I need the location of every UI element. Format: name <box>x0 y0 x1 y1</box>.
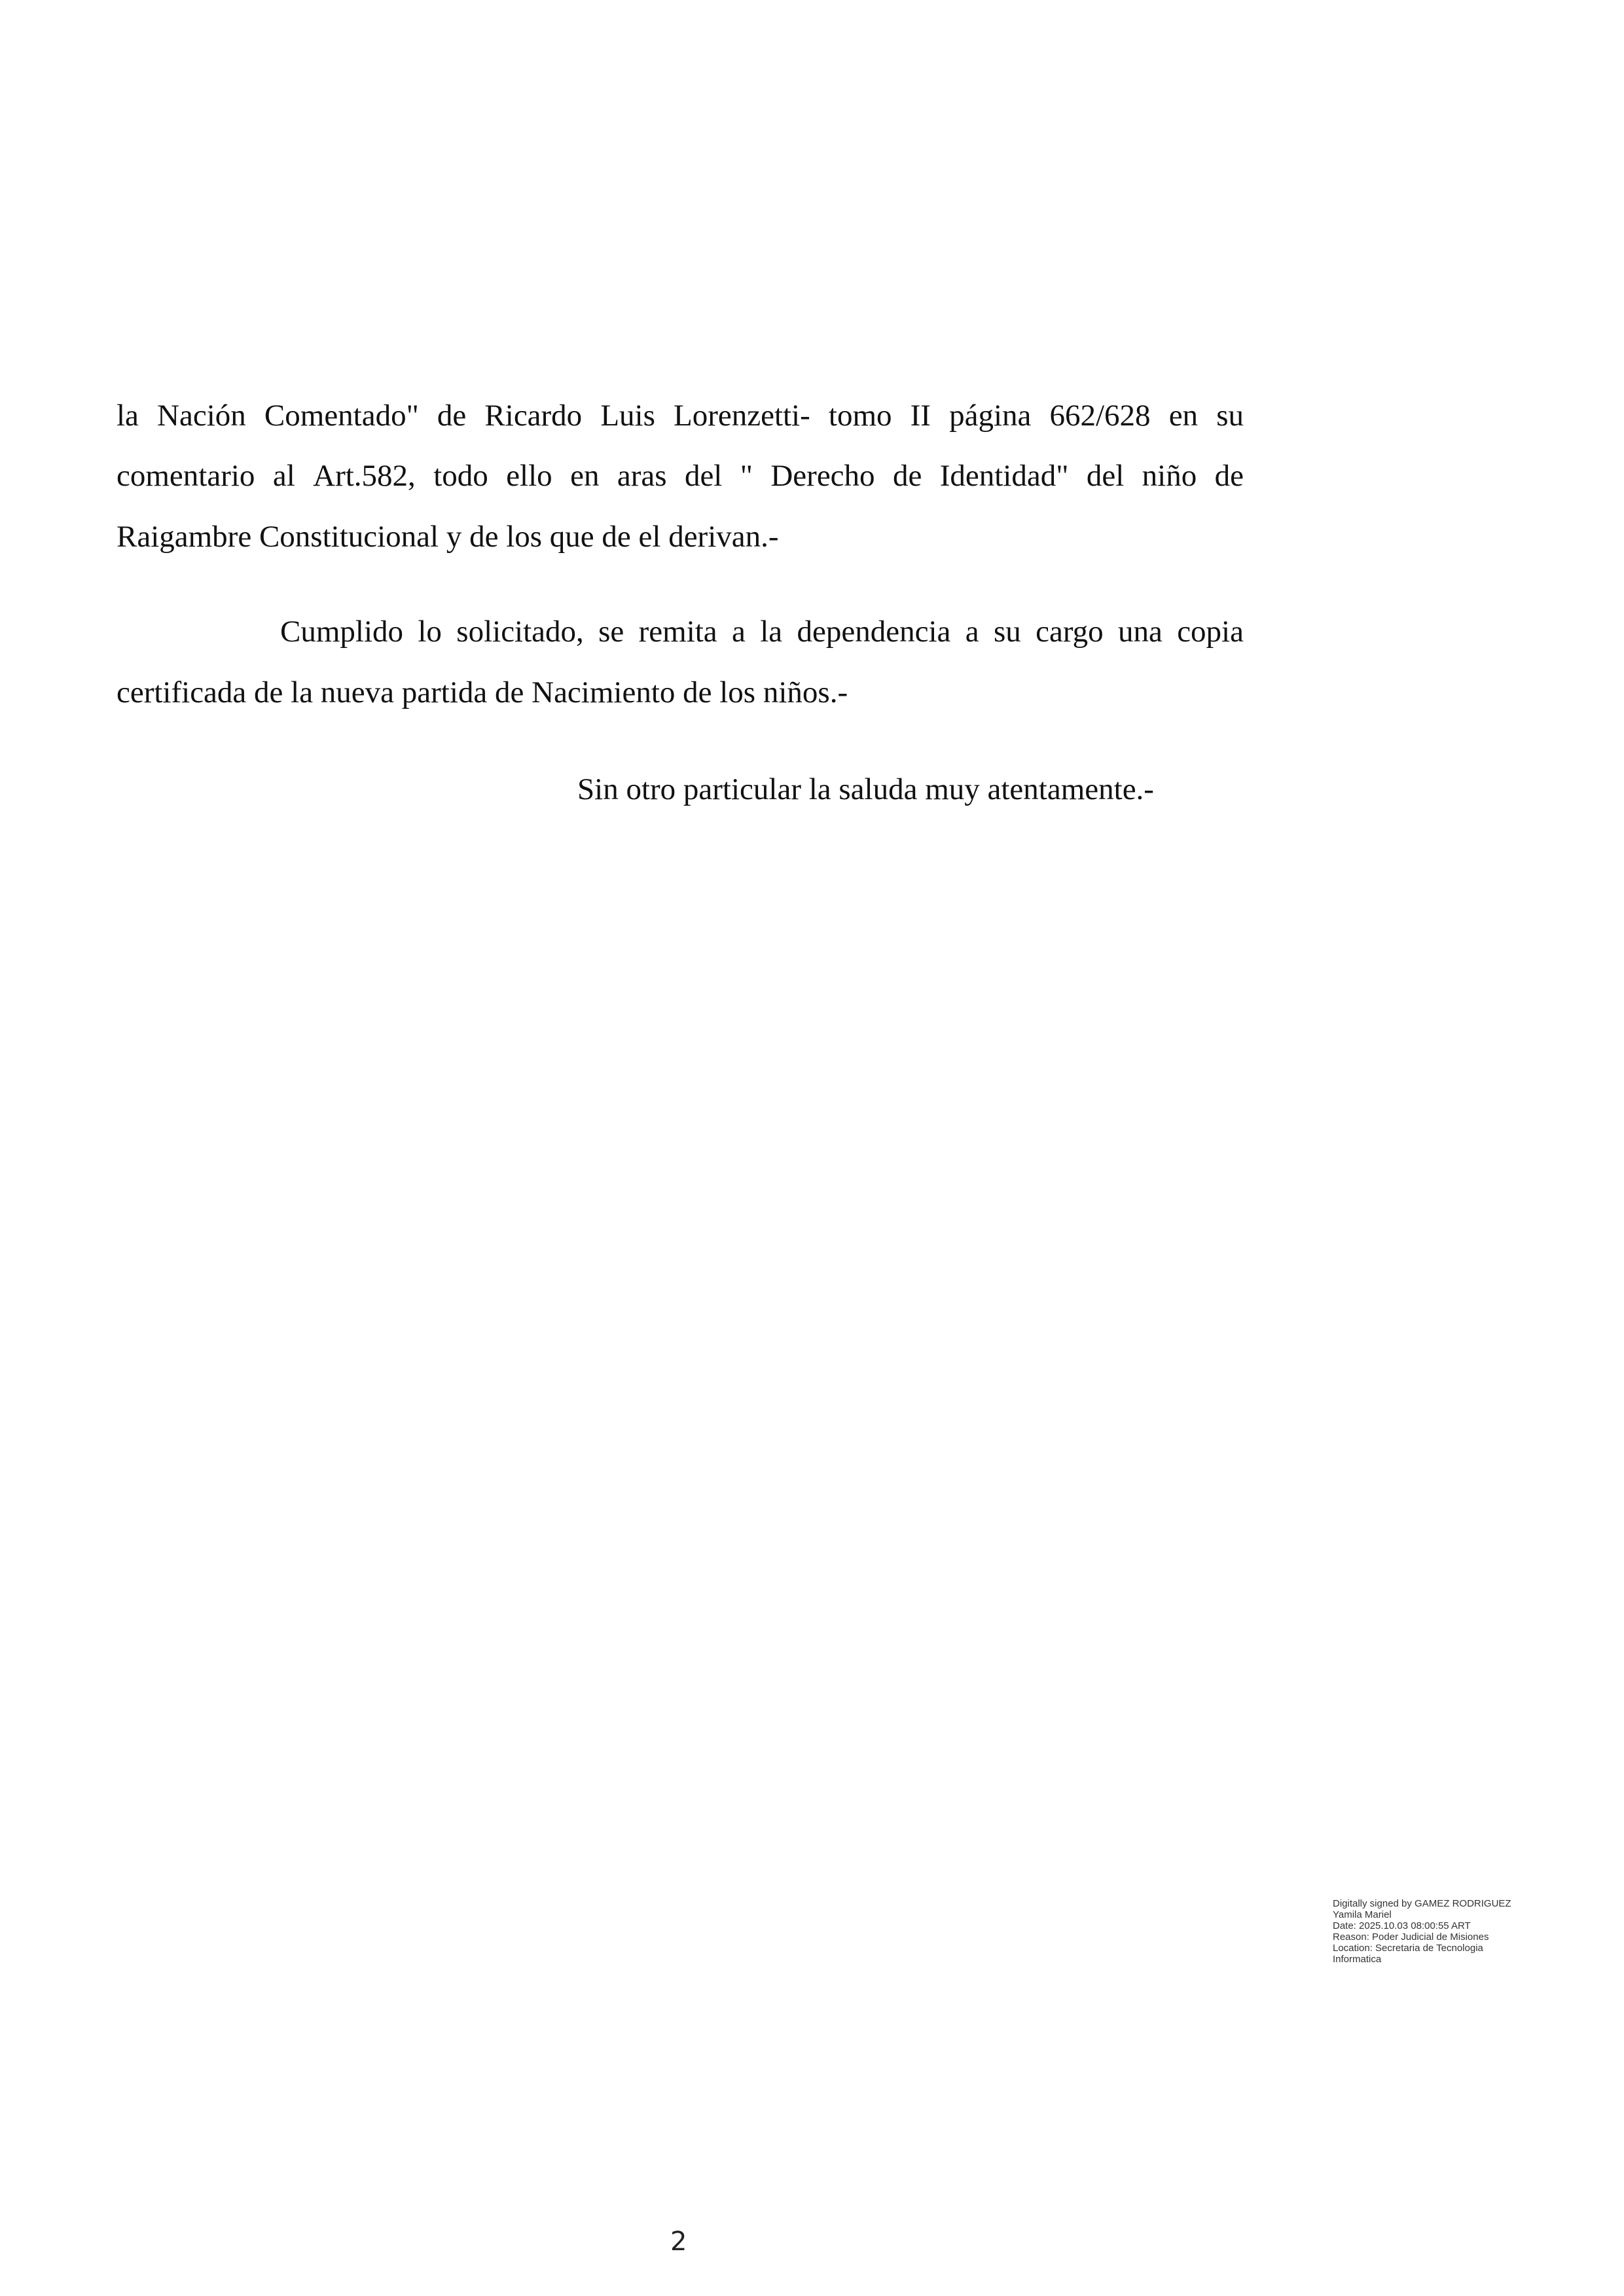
signature-signer-name: Yamila Mariel <box>1333 1909 1392 1920</box>
paragraph-1-line-1: la Nación Comentado" de Ricardo Luis Lorenzetti- tomo II página 662/628 en su <box>117 399 1244 433</box>
signature-location: Location: Secretaria de Tecnologia <box>1333 1943 1483 1954</box>
paragraph-2-line-1: Cumplido lo solicitado, se remita a la dependencia a su cargo una copia <box>280 615 1244 649</box>
signature-reason: Reason: Poder Judicial de Misiones <box>1333 1931 1489 1943</box>
paragraph-1-line-2: comentario al Art.582, todo ello en aras del " Derecho de Identidad" del niño de <box>117 459 1244 493</box>
closing-line: Sin otro particular la saluda muy atentamente.- <box>577 772 1154 806</box>
page-number: 2 <box>670 2227 687 2257</box>
digital-signature-stamp <box>1333 1898 1511 1965</box>
paragraph-1-line-3: Raigambre Constitucional y de los que de el derivan.- <box>117 520 779 554</box>
paragraph-2-line-2: certificada de la nueva partida de Nacimiento de los niños.- <box>117 675 848 709</box>
signature-signer: Digitally signed by GAMEZ RODRIGUEZ <box>1333 1898 1511 1909</box>
signature-date: Date: 2025.10.03 08:00:55 ART <box>1333 1920 1471 1931</box>
signature-location-cont: Informatica <box>1333 1954 1382 1965</box>
